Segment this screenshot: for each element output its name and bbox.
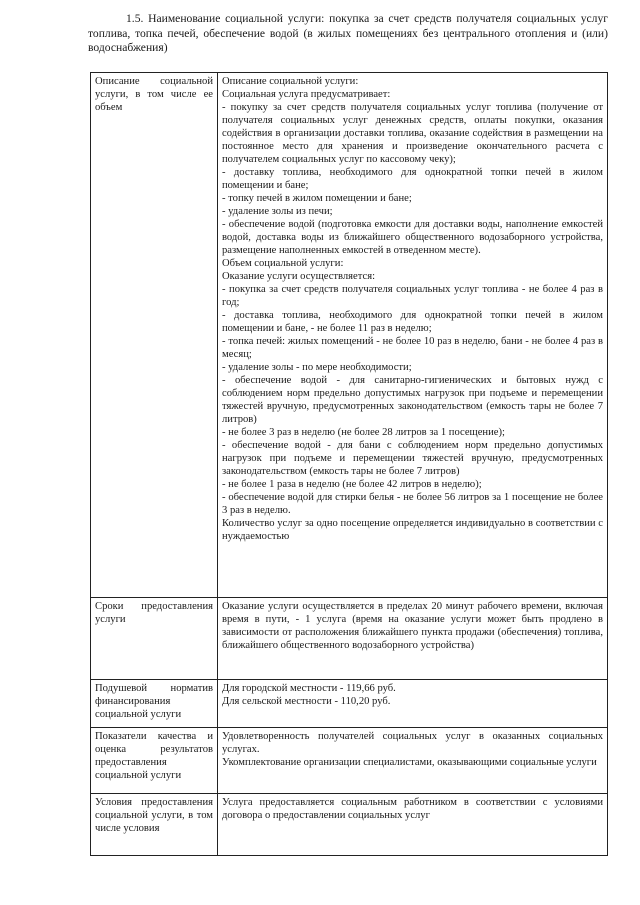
row-content	[218, 680, 608, 728]
section-heading	[88, 12, 608, 56]
content-line: Услуга предоставляется социальным работником в соответствии с условиями договора о предоставлении социальных услуг	[222, 797, 603, 821]
content-line: Удовлетворенность получателей социальных услуг в оказанных социальных услугах.	[222, 731, 603, 755]
row-label: Показатели качества и оценка результатов предоставления социальной услуги	[91, 728, 218, 794]
content-line: - доставка топлива, необходимого для однократной топки печей в жилом помещении и бане, - не более 11 раз в неделю;	[222, 310, 603, 334]
table-row-description	[91, 73, 608, 598]
content-line: - не более 1 раза в неделю (не более 42 литров в неделю);	[222, 479, 482, 490]
section-number: 1.5.	[126, 12, 144, 25]
content-line: Оказание услуги осуществляется в пределах 20 минут рабочего времени, включая время в пути, - 1 услуга (время на оказание услуги может быть продлено в зависимости от расположения ближайшего пункта продажи (обеспечения) топлива, ближайшего общественного водозаборного устройства)	[222, 601, 603, 651]
row-label: Подушевой норматив финансирования социальной услуги	[91, 680, 218, 728]
content-line: Количество услуг за одно посещение определяется индивидуально в соответствии с нуждаемостью	[222, 518, 603, 542]
service-table	[90, 72, 608, 856]
row-content	[218, 598, 608, 680]
content-line: Для городской местности - 119,66 руб.	[222, 683, 396, 694]
table-row-funding	[91, 680, 608, 728]
row-label: Условия предоставления социальной услуги, в том числе условия	[91, 794, 218, 856]
content-line: - покупку за счет средств получателя социальных услуг топлива (получение от получателя социальных услуг денежных средств, оплаты покупки, оказания содействия в организации доставки топлива, оказание содействия в размещении на постоянное место для хранения и произведение окончательного расчета с получателем социальных услуг по кассовому чеку);	[222, 102, 603, 165]
content-line: Социальная услуга предусматривает:	[222, 89, 391, 100]
content-line: - покупка за счет средств получателя социальных услуг топлива - не более 4 раз в год;	[222, 284, 603, 308]
table-row-terms	[91, 598, 608, 680]
content-line: Оказание услуги осуществляется:	[222, 271, 376, 282]
table-row-quality	[91, 728, 608, 794]
row-content	[218, 728, 608, 794]
content-line: - обеспечение водой - для бани с соблюдением норм предельно допустимых нагрузок при подъеме и перемещении тяжестей вручную, предусмотренных законодательством (емкость тары не более 7 литров)	[222, 440, 603, 477]
row-content	[218, 794, 608, 856]
row-content	[218, 73, 608, 598]
content-line: - обеспечение водой для стирки белья - не более 56 литров за 1 посещение не более 3 раз в неделю.	[222, 492, 603, 516]
row-label: Сроки предоставления услуги	[91, 598, 218, 680]
content-line: - топка печей: жилых помещений - не более 10 раз в неделю, бани - не более 4 раз в месяц;	[222, 336, 603, 360]
content-line: - удаление золы из печи;	[222, 206, 333, 217]
content-line: - удаление золы - по мере необходимости;	[222, 362, 412, 373]
content-line: Объем социальной услуги:	[222, 258, 344, 269]
row-label: Описание социальной услуги, в том числе ее объем	[91, 73, 218, 598]
content-line: - обеспечение водой - для санитарно-гигиенических и бытовых нужд с соблюдением норм предельно допустимых нагрузок при подъеме и перемещении тяжестей вручную, предусмотренных законодательством (емкость тары не более 7 литров)	[222, 375, 603, 425]
content-line: - обеспечение водой (подготовка емкости для доставки воды, наполнение емкостей водой, доставка воды из ближайшего общественного водозаборного устройства, размещение наполненных емкостей в отведенном месте).	[222, 219, 603, 256]
content-line: - топку печей в жилом помещении и бане;	[222, 193, 412, 204]
table-row-conditions	[91, 794, 608, 856]
content-line: - доставку топлива, необходимого для однократной топки печей в жилом помещении и бане;	[222, 167, 603, 191]
content-line: Описание социальной услуги:	[222, 76, 359, 87]
content-line: - не более 3 раз в неделю (не более 28 литров за 1 посещение);	[222, 427, 505, 438]
section-title: Наименование социальной услуги: покупка за счет средств получателя социальных услуг топлива, топка печей, обеспечение водой (в жилых помещениях без центрального отопления и (или) водоснабжения)	[88, 12, 608, 54]
content-line: Для сельской местности - 110,20 руб.	[222, 696, 391, 707]
content-line: Укомплектование организации специалистами, оказывающими социальные услуги	[222, 757, 597, 768]
